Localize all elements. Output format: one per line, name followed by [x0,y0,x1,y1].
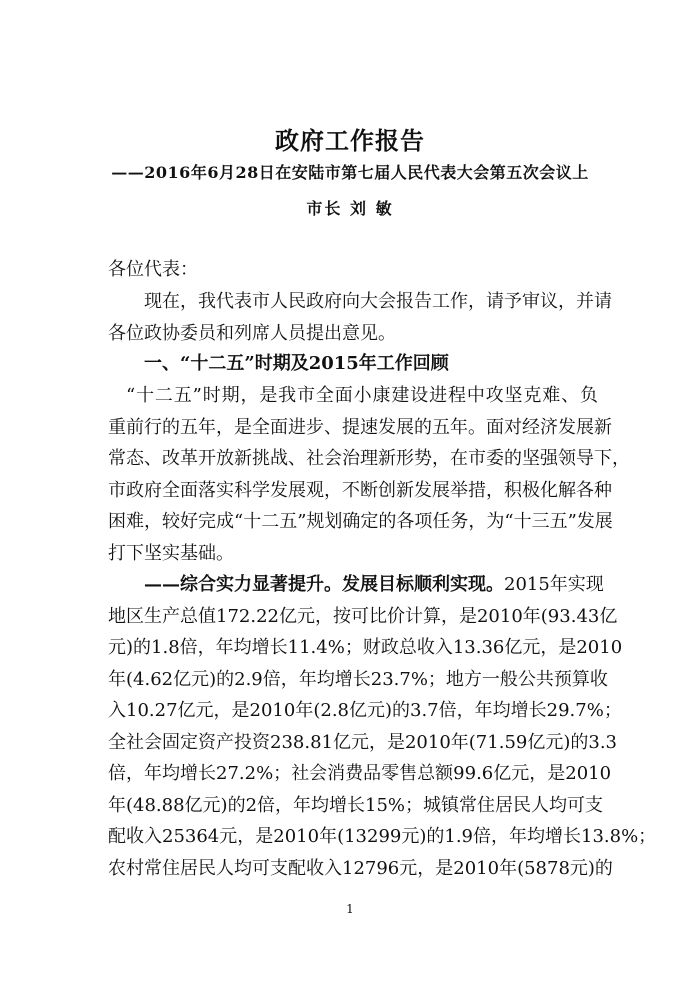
paragraph-line: 各位政协委员和列席人员提出意见。 [108,322,396,344]
paragraph-line: 困难，较好完成“十二五”规划确定的各项任务，为“十三五”发展 [108,511,613,532]
paragraph-line: 入10.27亿元，是2010年(2.8亿元)的3.7倍，年均增长29.7%； [108,700,622,721]
paragraph-line: 年(4.62亿元)的2.9倍，年均增长23.7%；地方一般公共预算收 [108,668,608,690]
paragraph-review [108,380,630,569]
paragraph-line: 现在，我代表市人民政府向大会报告工作，请予审议，并请 [144,291,612,312]
section-heading [108,348,598,380]
document-subtitle: ——2016年6月28日在安陆市第七届人民代表大会第五次会议上 [111,163,589,182]
paragraph-intro [108,286,612,349]
greeting [108,254,598,286]
paragraph-line: 倍，年均增长27.2%；社会消费品零售总额99.6亿元，是2010 [108,763,612,784]
paragraph-strength [108,569,657,884]
paragraph-line: 农村常住居民人均可支配收入12796元，是2010年(5878元)的 [108,857,613,879]
paragraph-line [108,569,604,601]
paragraph-lead: ——综合实力显著提升。发展目标顺利实现。 [144,574,504,595]
speaker-name: 市长 刘 敏 [306,199,394,218]
paragraph-line: 全社会固定资产投资238.81亿元，是2010年(71.59亿元)的3.3 [108,731,617,753]
paragraph-line: 常态、改革开放新挑战、社会治理新形势，在市委的坚强领导下， [108,448,630,469]
paragraph-line: 重前行的五年，是全面进步、提速发展的五年。面对经济发展新 [108,416,612,438]
page-number: 1 [346,902,354,916]
paragraph-line: 元)的1.8倍，年均增长11.4%；财政总收入13.36亿元，是2010 [108,637,623,658]
section-heading-line: 一、“十二五”时期及2015年工作回顾 [144,353,449,374]
paragraph-line: “十二五”时期，是我市全面小康建设进程中攻坚克难、负 [126,385,598,406]
paragraph-line: 市政府全面落实科学发展观，不断创新发展举措，积极化解各种 [108,479,612,501]
paragraph-line: 打下坚实基础。 [108,542,234,564]
paragraph-line: 地区生产总值172.22亿元，按可比价计算，是2010年(93.43亿 [108,605,618,627]
paragraph-line: 年(48.88亿元)的2倍，年均增长15%；城镇常住居民人均可支 [108,794,604,816]
paragraph-line: 配收入25364元，是2010年(13299元)的1.9倍，年均增长13.8%； [108,826,657,847]
document-title: 政府工作报告 [275,126,425,155]
greeting-line: 各位代表： [108,259,198,280]
paragraph-lead-rest: 2015年实现 [504,574,604,595]
